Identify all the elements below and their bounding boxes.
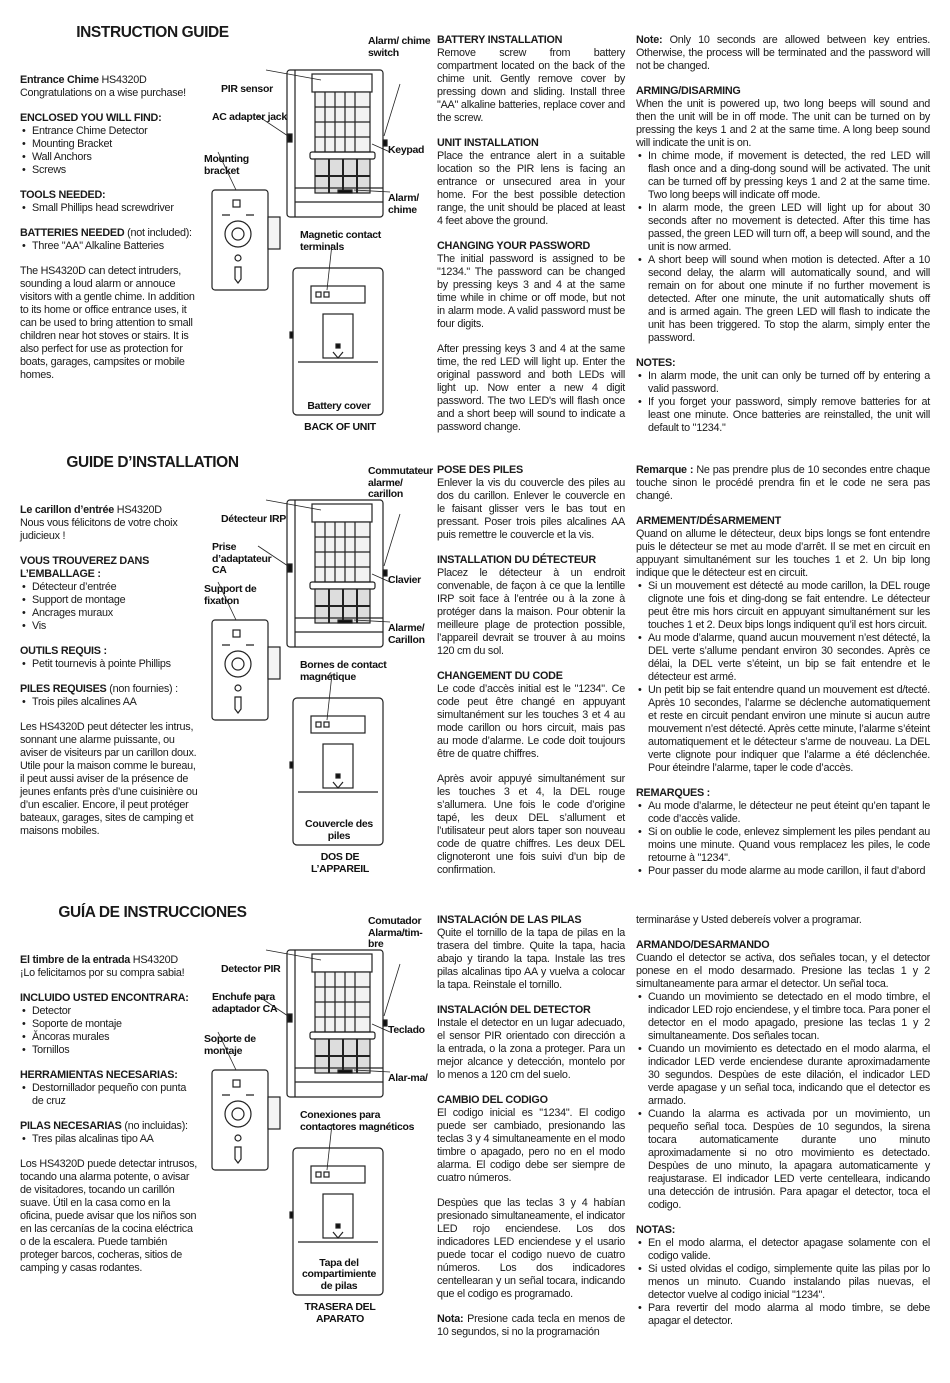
list-item: • Destornillador pequeño con punta de cruz: [20, 1082, 200, 1108]
paragraph: The initial password is assigned to be "1234." The password can be changed by pressing keys 3 and 4 at the same time while in chime or off mode, but not in alarm mode. A valid password must be four digits.: [437, 253, 625, 330]
diagram-label-alarm: [388, 1073, 434, 1085]
diagram-label-switch: [368, 916, 434, 951]
list-item: • Vis: [20, 620, 200, 633]
paragraph: After pressing keys 3 and 4 at the same time, the red LED will light up. Enter the original password and both LEDs will light up. Now enter a new 4 digit password. The two LED's will flash once and a short beep will sound to indicate a password change.: [437, 343, 625, 433]
text-column-col4: [636, 452, 930, 878]
list-item: • Ancrages muraux: [20, 607, 200, 620]
paragraph: Enlever la vis du couvercle des piles au dos du carillon. Enlever le couvercle en le faisant glisser vers le bas tout en pressant. Poser trois piles alcalines AA puis remettre le couvercle et la vis.: [437, 477, 625, 541]
bullet-list: [20, 658, 200, 671]
diagram-label-text: Alarm/ chime switch: [368, 35, 431, 59]
paragraph: The HS4320D can detect intruders, sounding a loud alarm or annouce visitors with a gentle chime. In addition to its home or office entrance uses, it can be used to bring attention to small children near hot stoves or stairs. It is also perfect for use as protection for boats, garages, campsites or mobile homes.: [20, 265, 195, 381]
section-heading: ARMANDO/DESARMANDO: [636, 939, 770, 951]
section-heading: ENCLOSED YOU WILL FIND:: [20, 112, 162, 124]
list-item: • In chime mode, if movement is detected, the red LED will flash once and a ding-dong sound will be activated. The unit can be turned off by pressing keys 1 and 2 at the same time. Two long beeps will indicate off mode.: [636, 150, 930, 202]
normal-text: HS4320D: [114, 504, 162, 516]
bold-text: Entrance Chime: [20, 74, 99, 86]
section-heading: INSTALACIÓN DEL DETECTOR: [437, 1004, 591, 1016]
diagram-label-keypad: [388, 575, 434, 587]
section-title: GUIDE D’INSTALLATION: [66, 454, 239, 471]
diagram-label-text: Mounting bracket: [204, 153, 249, 177]
bullet-list: [20, 1082, 200, 1108]
paragraph: Placez le détecteur à un endroit convenable, de façon à ce que la lentille IRP soit face à l’entrée ou à la zone à protéger dans la maison. Pour obtenir la meilleure plage de protection possible, l’appareil devrait se trouver à au moins 120 cm du sol.: [437, 567, 625, 657]
list-item: • In alarm mode, the unit can only be turned off by entering a valid password.: [636, 370, 930, 396]
bullet-list: [20, 1133, 200, 1146]
list-item: • Tres pilas alcalinas tipo AA: [20, 1133, 200, 1146]
normal-text: Presione cada tecla en menos de 10 segundos, si no la programación: [437, 1313, 625, 1338]
bullet-list: [636, 150, 930, 345]
device-diagram: [200, 452, 435, 882]
list-item: • Small Phillips head screwdriver: [20, 202, 200, 215]
list-item: • Soporte de montaje: [20, 1018, 200, 1031]
bullet-list: [20, 125, 200, 177]
section-heading: [20, 227, 200, 240]
text-column-col1: [20, 22, 229, 382]
diagram-label-magnetic: [300, 1110, 420, 1133]
device-diagram: [200, 22, 435, 452]
section-heading: CAMBIO DEL CODIGO: [437, 1094, 548, 1106]
diagram-label-text: DOS DE L’APPAREIL: [310, 851, 370, 875]
diagram-label-magnetic: [300, 230, 420, 253]
paragraph: Instale el detector en un lugar adecuado, el sensor PIR orientado con dirección a la entrada, o la zona a proteger. Para un mejor alcance y detección, montelo por lo menos a 120 cm del suelo.: [437, 1017, 625, 1081]
list-item: • Entrance Chime Detector: [20, 125, 200, 138]
bold-text: Note:: [636, 34, 663, 46]
section-heading: CHANGING YOUR PASSWORD: [437, 240, 591, 252]
section-heading: INSTALLATION DU DÉTECTEUR: [437, 554, 596, 566]
instruction-document: [0, 22, 950, 1342]
paragraph: Cuando el detector se activa, dos señales tocan, y el detector ponese en el modo desarmado. Presione las teclas 1 y 2 simultaneamente para armar el detector. Un señal toca.: [636, 952, 930, 990]
bold-text: PILES REQUISES: [20, 683, 107, 695]
diagram-label-battery: [296, 794, 382, 842]
device-diagram: [200, 902, 435, 1332]
diagram-label-switch: [368, 36, 434, 59]
normal-text: HS4320D: [130, 954, 178, 966]
paragraph: Quand on allume le détecteur, deux bips longs se font entendre puis le détecteur se met au mode d’arrêt. Il se met en circuit en appuyant simultanément sur les touches 1 et 2. Un bip long indique que le détecteur est en circuit.: [636, 528, 930, 579]
section-heading: ARMING/DISARMING: [636, 85, 741, 97]
list-item: • Petit tournevis à pointe Phillips: [20, 658, 200, 671]
paragraph: terminaráse y Usted debereís volver a programar.: [636, 914, 862, 926]
bold-text: Remarque :: [636, 464, 694, 476]
diagram-label-text: Alarm/ chime: [388, 192, 419, 216]
section-heading: NOTES:: [636, 357, 676, 369]
diagram-label-text: Bornes de contact magnétique: [300, 659, 387, 683]
diagram-label-battery: [296, 1244, 382, 1292]
paragraph: Nous vous félicitons de votre choix judicieux !: [20, 517, 178, 542]
paragraph: Quite el tornillo de la tapa de pilas en la trasera del timbre. Quite la tapa, hacia abajo y tirando la tapa. Instale las tres pilas alcalinas tipo AA y vuelva a colocar la tapa. Reinstale el tornillo.: [437, 927, 625, 991]
paragraph: El codigo inicial es "1234". El codigo puede ser cambiado, presionando las teclas 3 y 4 simultaneamente en el modo timbre o apagado, pero no en el modo alarma. El codigo debe ser siempre de cuatro números.: [437, 1107, 625, 1184]
section-heading: HERRAMIENTAS NECESARIAS:: [20, 1069, 178, 1081]
diagram-label-text: AC adapter jack: [212, 111, 287, 123]
list-item: • Detector: [20, 1005, 200, 1018]
bold-text: Le carillon d’entrée: [20, 504, 115, 516]
section-heading: OUTILS REQUIS :: [20, 645, 107, 657]
normal-text: HS4320D: [98, 74, 147, 86]
section-heading: CHANGEMENT DU CODE: [437, 670, 563, 682]
list-item: • Mounting Bracket: [20, 138, 200, 151]
diagram-label-bracket: [204, 1034, 266, 1057]
paragraph: Remove screw from battery compartment located on the back of the chime unit. Gently remove cover by pressing down and sliding. Install three "AA" alkaline batteries, replace cover and the screw.: [437, 47, 625, 124]
diagram-label-bracket: [204, 584, 266, 607]
list-item: • Cuando un movimiento es detectado en el modo alarma, el indicador LED verde enciendese durante aproximadamente 30 segundos. Despùes de este dilación, el indicador LED verde apagase y un señal toca, indicando que el detector es armado.: [636, 1043, 930, 1108]
diagram-label-text: Clavier: [388, 574, 421, 586]
diagram-label-alarm: [388, 193, 434, 216]
diagram-label-text: Keypad: [388, 144, 425, 156]
list-item: • Pour passer du mode alarme au mode carillon, il faut d’abord: [636, 865, 930, 878]
section-heading: BATTERY INSTALLATION: [437, 34, 563, 46]
section-french: [0, 452, 930, 902]
list-item: • Support de montage: [20, 594, 200, 607]
diagram-label-battery: [296, 364, 382, 412]
bullet-list: [20, 1005, 200, 1057]
bullet-list: [636, 991, 930, 1212]
bullet-list: [636, 1237, 930, 1328]
list-item: • Un petit bip se fait entendre quand un mouvement est d/tecté. Après 10 secondes, l’alarme se déclenche automatiquement et reste en circuit pendant environ une minute si aucun autre mouvement n’est détecté. Après cette minute, l’alarme s’éteint automatiquement et le détecteur s’arme de nouveau. La DEL verte clignote pour indiquer que l’alarme a été déclenchée. Pour éteindre l’alarme, taper le code d’accès.: [636, 684, 930, 775]
normal-text: (non fournies) :: [106, 683, 178, 695]
paragraph: Le code d’accès initial est le "1234". Ce code peut être changé en appuyant simultanément sur les touches 3 et 4 au mode carillon ou hors circuit, mais pas au mode d’alarme. Le code doit toujours être de quatre chiffres.: [437, 683, 625, 760]
paragraph: Los HS4320D puede detectar intrusos, tocando una alarma potente, o avisar de visitadores, tocando un carillón suave. Útil en la casa como en la oficina, puede avisar que los niños son en las cercanías de la cocina eléctrica o de la escalera. Puede también proteger barcos, cocheras, sitios de camping y casas rodantes.: [20, 1158, 198, 1274]
bold-text: BATTERIES NEEDED: [20, 227, 125, 239]
diagram-label-text: Enchufe para adaptador CA: [212, 991, 278, 1015]
list-item: • Si un mouvement est détecté au mode carillon, la DEL rouge clignote une fois et ding-dong se fait entendre. Le détecteur peut être mis hors circuit en appuyant simultanément sur les touches 1 et 2. Deux bips longs indiquent qu’il est hors circuit.: [636, 580, 930, 632]
list-item: • Détecteur d’entrée: [20, 581, 200, 594]
diagram-label-back: [294, 852, 386, 875]
lead-paragraph: [636, 34, 930, 73]
diagram-label-pir: [221, 964, 291, 976]
diagram-label-back: [294, 1302, 386, 1325]
bullet-list: [20, 696, 200, 709]
diagram-label-switch: [368, 466, 434, 501]
diagram-label-text: Couvercle des piles: [305, 818, 373, 842]
normal-text: (not included):: [124, 227, 192, 239]
diagram-label-text: Prise d’adaptateur CA: [212, 541, 272, 576]
list-item: • Au mode d’alarme, le détecteur ne peut éteint qu’en tapant le code d’accès valide.: [636, 800, 930, 826]
section-heading: REMARQUES :: [636, 787, 711, 799]
paragraph: When the unit is powered up, two long beeps will sound and then the unit will be in off mode. The unit can be turned on by pressing the keys 1 and 2 at the same time. A long beep sound will indicate the unit is on.: [636, 98, 930, 149]
diagram-label-ac: [212, 542, 287, 577]
paragraph: Congratulations on a wise purchase!: [20, 87, 186, 99]
diagram-label-text: Teclado: [388, 1024, 425, 1036]
paragraph: Despùes que las teclas 3 y 4 habían presionado simultaneamente, el indicator LED rojo enciendese. Los dos indicadores LED enciendese y el usario puede tocar el codigo nuevo de cuatro números. Los dos indicadores centellearan y un señal tocara, indicando que el codigo es programado.: [437, 1197, 625, 1300]
diagram-label-pir: [221, 514, 291, 526]
text-column-col3: [437, 452, 625, 877]
bullet-list: [636, 370, 930, 435]
diagram-label-text: Détecteur IRP: [221, 513, 286, 525]
list-item: • Three "AA" Alkaline Batteries: [20, 240, 200, 253]
normal-text: Only 10 seconds are allowed between key entries. Otherwise, the process will be terminated and the password will not be changed.: [636, 34, 930, 72]
bold-text: Nota:: [437, 1313, 464, 1325]
list-item: • Screws: [20, 164, 200, 177]
list-item: • Para revertir del modo alarma al modo timbre, se debe apagar el detector.: [636, 1302, 930, 1328]
text-column-col4: [636, 902, 930, 1328]
diagram-label-text: Support de fixation: [204, 583, 257, 607]
diagram-label-ac: [212, 992, 287, 1015]
diagram-label-text: PIR sensor: [221, 83, 273, 95]
diagram-label-keypad: [388, 1025, 434, 1037]
section-heading: UNIT INSTALLATION: [437, 137, 539, 149]
diagram-label-bracket: [204, 154, 266, 177]
paragraph: Place the entrance alert in a suitable location so the PIR lens is facing an entrance or unsecured area in your home. For the best possible detection range, the unit should be placed at least 4 feet above the ground.: [437, 150, 625, 227]
diagram-label-text: Tapa del compartimiente de pilas: [302, 1256, 376, 1292]
section-heading: POSE DES PILES: [437, 464, 523, 476]
diagram-label-keypad: [388, 145, 434, 157]
diagram-label-text: BACK OF UNIT: [304, 421, 376, 433]
bullet-list: [20, 240, 200, 253]
diagram-label-text: Commutateur alarme/ carillon: [368, 465, 433, 500]
diagram-label-text: Detector PIR: [221, 963, 281, 975]
bold-text: PILAS NECESARIAS: [20, 1120, 122, 1132]
list-item: • Ăncoras murales: [20, 1031, 200, 1044]
bullet-list: [20, 202, 200, 215]
diagram-label-alarm: [388, 623, 434, 646]
normal-text: Ne pas prendre plus de 10 secondes entre chaque touche sinon le procédé prendra fin et le code ne sera pas changé.: [636, 464, 930, 502]
diagram-label-text: Soporte de montaje: [204, 1033, 256, 1057]
paragraph: ¡Lo felicitamos por su compra sabia!: [20, 967, 185, 979]
lead-paragraph: [636, 464, 930, 503]
lead-paragraph: [20, 74, 200, 87]
list-item: • Si usted olvidas el codigo, simplemente quite las pilas por lo menos un minuto. Cuando instalando pilas nuevas, el detector vuelve al codigo inicial "1234".: [636, 1263, 930, 1302]
diagram-label-text: Magnetic contact terminals: [300, 229, 381, 253]
bold-text: El timbre de la entrada: [20, 954, 131, 966]
bullet-list: [636, 800, 930, 878]
diagram-label-text: TRASERA DEL APARATO: [304, 1301, 376, 1325]
list-item: • Trois piles alcalines AA: [20, 696, 200, 709]
section-heading: TOOLS NEEDED:: [20, 189, 106, 201]
diagram-label-pir: [221, 84, 291, 96]
list-item: • Cuando un movimiento se detectado en el modo timbre, el indicador LED rojo enciendese, y el timbre toca. Para poner el detector en el modo apagado, presione las teclas 1 y 2 simultaneamente. Dos señales tocan.: [636, 991, 930, 1043]
lead-paragraph: [437, 1313, 625, 1339]
section-english: [0, 22, 930, 452]
bullet-list: [20, 581, 200, 633]
text-column-col3: [437, 902, 625, 1339]
diagram-label-magnetic: [300, 660, 420, 683]
list-item: • In alarm mode, the green LED will light up for about 30 seconds after no movement is detected. After this time has passed, the green LED will turn off, a beep will sound, and the unit is now armed.: [636, 202, 930, 254]
list-item: • A short beep will sound when motion is detected. After a 10 second delay, the alarm will automatically sound, and will remain on for about one minute if no further movement is detected. After one minute, the unit automatically shuts off and is armed again. The green LED will flash to indicate the unit has been triggered. To stop the alarm, simply enter the password.: [636, 254, 930, 345]
list-item: • Cuando la alarma es activada por un movimiento, un pequeño señal toca. Despùes de 10 segundos, la sirena tocara automaticamente durante uno minuto aproximadamente si no otro movimiento es detectado. Despùes de uno minuto, la apagara automaticamente y reajustarase. El indicador LED verte centelleara, indicando una detección de intrusión. Para apagar el detector, toca el codigo.: [636, 1108, 930, 1212]
section-title: GUÍA DE INSTRUCCIONES: [58, 904, 247, 921]
section-heading: [20, 683, 200, 696]
section-heading: ARMEMENT/DÉSARMEMENT: [636, 515, 781, 527]
section-heading: INCLUIDO USTED ENCONTRARA:: [20, 992, 189, 1004]
diagram-label-text: Alarme/ Carillon: [388, 622, 425, 646]
bullet-list: [636, 580, 930, 775]
diagram-label-text: Alar-ma/: [388, 1072, 428, 1084]
list-item: • Au mode d’alarme, quand aucun mouvement n’est détecté, la DEL verte s’allume pendant environ 30 secondes. Après ce délai, la DEL verte s’éteint, un bip se fait entendre et le détecteur est armé.: [636, 632, 930, 684]
diagram-label-text: Conexiones para contactores magnéticos: [300, 1109, 415, 1133]
text-column-col4: [636, 22, 930, 435]
diagram-label-ac: [212, 112, 287, 124]
diagram-label-text: Comutador Alarma/tim-bre: [368, 915, 423, 950]
section-title: INSTRUCTION GUIDE: [76, 24, 229, 41]
paragraph: Après avoir appuyé simultanément sur les touches 3 et 4, la DEL rouge s’allumera. Une fois le code d’origine tapé, les deux DEL s’allument et l’utilisateur peut alors taper son nouveau code de quatre chiffres. Les deux DEL clignoteront une fois suivi d’un bip de confirmation.: [437, 773, 625, 876]
section-heading: VOUS TROUVEREZ DANS L’EMBALLAGE :: [20, 555, 150, 580]
lead-paragraph: [20, 504, 200, 517]
list-item: • En el modo alarma, el detector apagase solamente con el codigo valide.: [636, 1237, 930, 1263]
paragraph: Les HS4320D peut détecter les intrus, sonnant une alarme puissante, ou aviser de visiteurs par un carillon doux. Utile pour la maison comme le bureau, il peut aussi aviser de la présence de jeunes enfants près d’une cuisinière ou d’un escalier. Encore, il peut protéger bateaux, garages, sites de camping et maisons mobiles.: [20, 721, 198, 837]
diagram-label-back: [294, 422, 386, 434]
normal-text: (no incluidas):: [121, 1120, 188, 1132]
section-spanish: [0, 902, 930, 1342]
lead-paragraph: [20, 954, 200, 967]
section-heading: [20, 1120, 200, 1133]
section-heading: NOTAS:: [636, 1224, 676, 1236]
diagram-label-text: Battery cover: [307, 399, 371, 412]
list-item: • If you forget your password, simply remove batteries for at least one minute. Once batteries are reinstalled, the unit will default to "1234.": [636, 396, 930, 435]
text-column-col3: [437, 22, 625, 434]
list-item: • Tornillos: [20, 1044, 200, 1057]
list-item: • Wall Anchors: [20, 151, 200, 164]
list-item: • Si on oublie le code, enlevez simplement les piles pendant au moins une minute. Quand vous remplacez les piles, le code retourne à "1234".: [636, 826, 930, 865]
section-heading: INSTALACIÓN DE LAS PILAS: [437, 914, 582, 926]
